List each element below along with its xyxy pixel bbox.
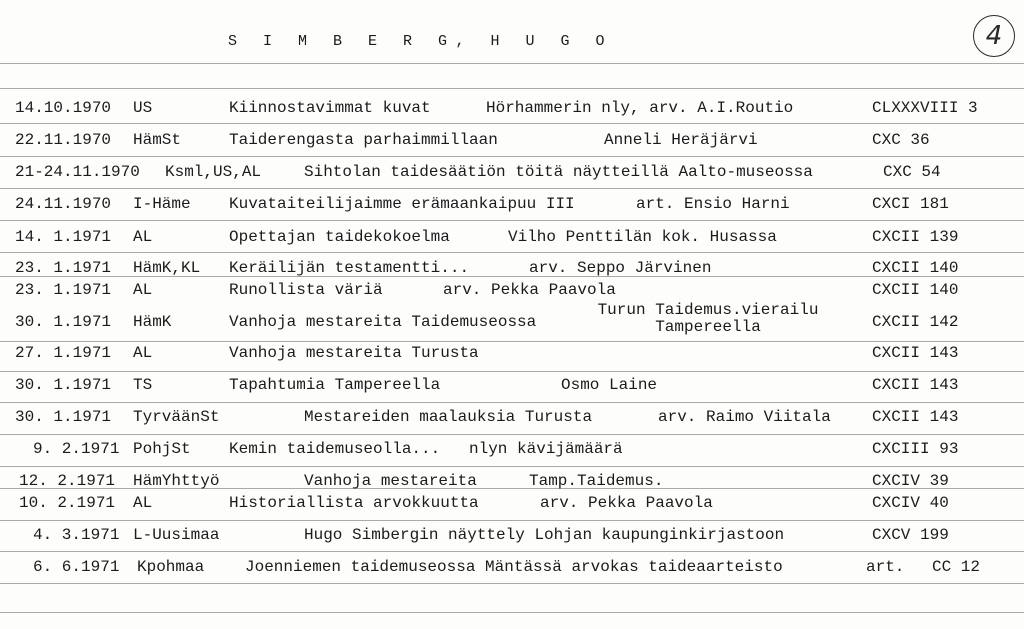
list-item — [0, 342, 1024, 364]
entry-source: Kpohmaa — [137, 558, 205, 576]
entry-source: HämK — [133, 313, 172, 331]
ruled-line — [0, 520, 1024, 521]
entry-reference: CXCIV 40 — [872, 494, 949, 512]
entry-source: TS — [133, 376, 153, 394]
entry-title: Vanhoja mestareita Taidemuseossa — [229, 313, 537, 331]
entry-date: 30. 1.1971 — [15, 408, 112, 426]
entry-date: 30. 1.1971 — [15, 376, 112, 394]
entry-title: Vanhoja mestareita — [304, 472, 477, 490]
entry-title: Kemin taidemuseolla... — [229, 440, 441, 458]
entry-date: 14.10.1970 — [15, 99, 112, 117]
list-item — [0, 97, 1024, 119]
entry-author: arv. Pekka Paavola — [443, 281, 616, 299]
entry-date: 27. 1.1971 — [15, 344, 112, 362]
entry-date: 24.11.1970 — [15, 195, 112, 213]
list-item — [0, 279, 1024, 301]
list-item — [0, 161, 1024, 183]
entry-source: Ksml,US,AL — [165, 163, 262, 181]
entry-author: art. Ensio Harni — [636, 195, 790, 213]
entry-date: 21-24.11.1970 — [15, 163, 140, 181]
entry-title: Hugo Simbergin näyttely Lohjan kaupunginkirjastoon — [304, 526, 785, 544]
entry-author: Tamp.Taidemus. — [529, 472, 664, 490]
entry-source: AL — [133, 281, 153, 299]
entry-title: Joenniemen taidemuseossa Mäntässä arvokas taideaarteisto — [245, 558, 783, 576]
entry-title: Keräilijän testamentti... — [229, 259, 470, 277]
entry-source: AL — [133, 494, 153, 512]
ruled-line — [0, 156, 1024, 157]
entry-date: 30. 1.1971 — [15, 313, 112, 331]
entry-date: 9. 2.1971 — [33, 440, 120, 458]
entry-source: PohjSt — [133, 440, 191, 458]
ruled-line — [0, 220, 1024, 221]
entry-title: Historiallista arvokkuutta — [229, 494, 479, 512]
entry-title: Mestareiden maalauksia Turusta — [304, 408, 593, 426]
list-item — [0, 524, 1024, 546]
entry-author: art. — [866, 558, 905, 576]
entry-source: HämSt — [133, 131, 182, 149]
entry-reference: CXCIV 39 — [872, 472, 949, 490]
entry-author — [583, 302, 833, 336]
list-item — [0, 406, 1024, 428]
ruled-line — [0, 88, 1024, 89]
entry-reference: CXCII 140 — [872, 259, 959, 277]
card-title: S I M B E R G, H U G O — [228, 33, 614, 50]
entry-title: Tapahtumia Tampereella — [229, 376, 441, 394]
list-item — [0, 374, 1024, 396]
entry-source: HämK,KL — [133, 259, 201, 277]
entry-reference: CXC 36 — [872, 131, 930, 149]
ruled-line — [0, 551, 1024, 552]
entry-source: HämYhttyö — [133, 472, 220, 490]
entry-reference: CXCV 199 — [872, 526, 949, 544]
entry-title: Taiderengasta parhaimmillaan — [229, 131, 498, 149]
entry-reference: CXCII 139 — [872, 228, 959, 246]
entry-reference: CXCIII 93 — [872, 440, 959, 458]
entry-author: arv. Pekka Paavola — [540, 494, 713, 512]
entry-author: Anneli Heräjärvi — [604, 131, 758, 149]
entry-title: Kuvataiteilijaimme erämaankaipuu III — [229, 195, 575, 213]
list-item — [0, 129, 1024, 151]
entry-reference: CXC 54 — [883, 163, 941, 181]
entry-title: Opettajan taidekokoelma — [229, 228, 450, 246]
entry-source: AL — [133, 344, 153, 362]
list-item — [0, 193, 1024, 215]
entry-author-line: Turun Taidemus.vierailu — [597, 301, 819, 319]
ruled-line — [0, 371, 1024, 372]
entry-date: 6. 6.1971 — [33, 558, 120, 576]
entry-reference: CC 12 — [932, 558, 981, 576]
entry-reference: CXCII 142 — [872, 313, 959, 331]
entry-author: Hörhammerin nly, arv. A.I.Routio — [486, 99, 794, 117]
entry-date: 10. 2.1971 — [19, 494, 116, 512]
card-number-circled: 4 — [973, 15, 1015, 57]
entry-title: Runollista väriä — [229, 281, 383, 299]
ruled-line — [0, 466, 1024, 467]
entry-source: US — [133, 99, 153, 117]
entry-date: 12. 2.1971 — [19, 472, 116, 490]
ruled-line — [0, 612, 1024, 613]
entry-reference: CXCII 140 — [872, 281, 959, 299]
list-item — [0, 311, 1024, 333]
entry-source: AL — [133, 228, 153, 246]
entry-title: Vanhoja mestareita Turusta — [229, 344, 479, 362]
ruled-line — [0, 402, 1024, 403]
entry-title: Sihtolan taidesäätiön töitä näytteillä Aalto-museossa — [304, 163, 813, 181]
entry-reference: CXCII 143 — [872, 344, 959, 362]
entry-title: Kiinnostavimmat kuvat — [229, 99, 431, 117]
entry-date: 4. 3.1971 — [33, 526, 120, 544]
entry-author: arv. Seppo Järvinen — [529, 259, 712, 277]
entry-author: arv. Raimo Viitala — [658, 408, 831, 426]
list-item — [0, 226, 1024, 248]
list-item — [0, 438, 1024, 460]
entry-date: 23. 1.1971 — [15, 259, 112, 277]
entry-date: 14. 1.1971 — [15, 228, 112, 246]
entry-reference: CXCII 143 — [872, 408, 959, 426]
entry-reference: CXCII 143 — [872, 376, 959, 394]
ruled-line — [0, 63, 1024, 64]
entry-author: Osmo Laine — [561, 376, 658, 394]
ruled-line — [0, 188, 1024, 189]
list-item — [0, 492, 1024, 514]
entry-author: Vilho Penttilän kok. Husassa — [508, 228, 777, 246]
entry-reference: CXCI 181 — [872, 195, 949, 213]
entry-source: L-Uusimaa — [133, 526, 220, 544]
entry-source: I-Häme — [133, 195, 191, 213]
list-item — [0, 470, 1024, 492]
entry-reference: CLXXXVIII 3 — [872, 99, 978, 117]
ruled-line — [0, 123, 1024, 124]
ruled-line — [0, 434, 1024, 435]
entry-source: TyrväänSt — [133, 408, 220, 426]
list-item — [0, 257, 1024, 279]
ruled-line — [0, 583, 1024, 584]
ruled-line — [0, 252, 1024, 253]
entry-author-line: Tampereella — [655, 318, 761, 336]
entry-author: nlyn kävijämäärä — [469, 440, 623, 458]
list-item — [0, 556, 1024, 578]
entry-date: 22.11.1970 — [15, 131, 112, 149]
entry-date: 23. 1.1971 — [15, 281, 112, 299]
